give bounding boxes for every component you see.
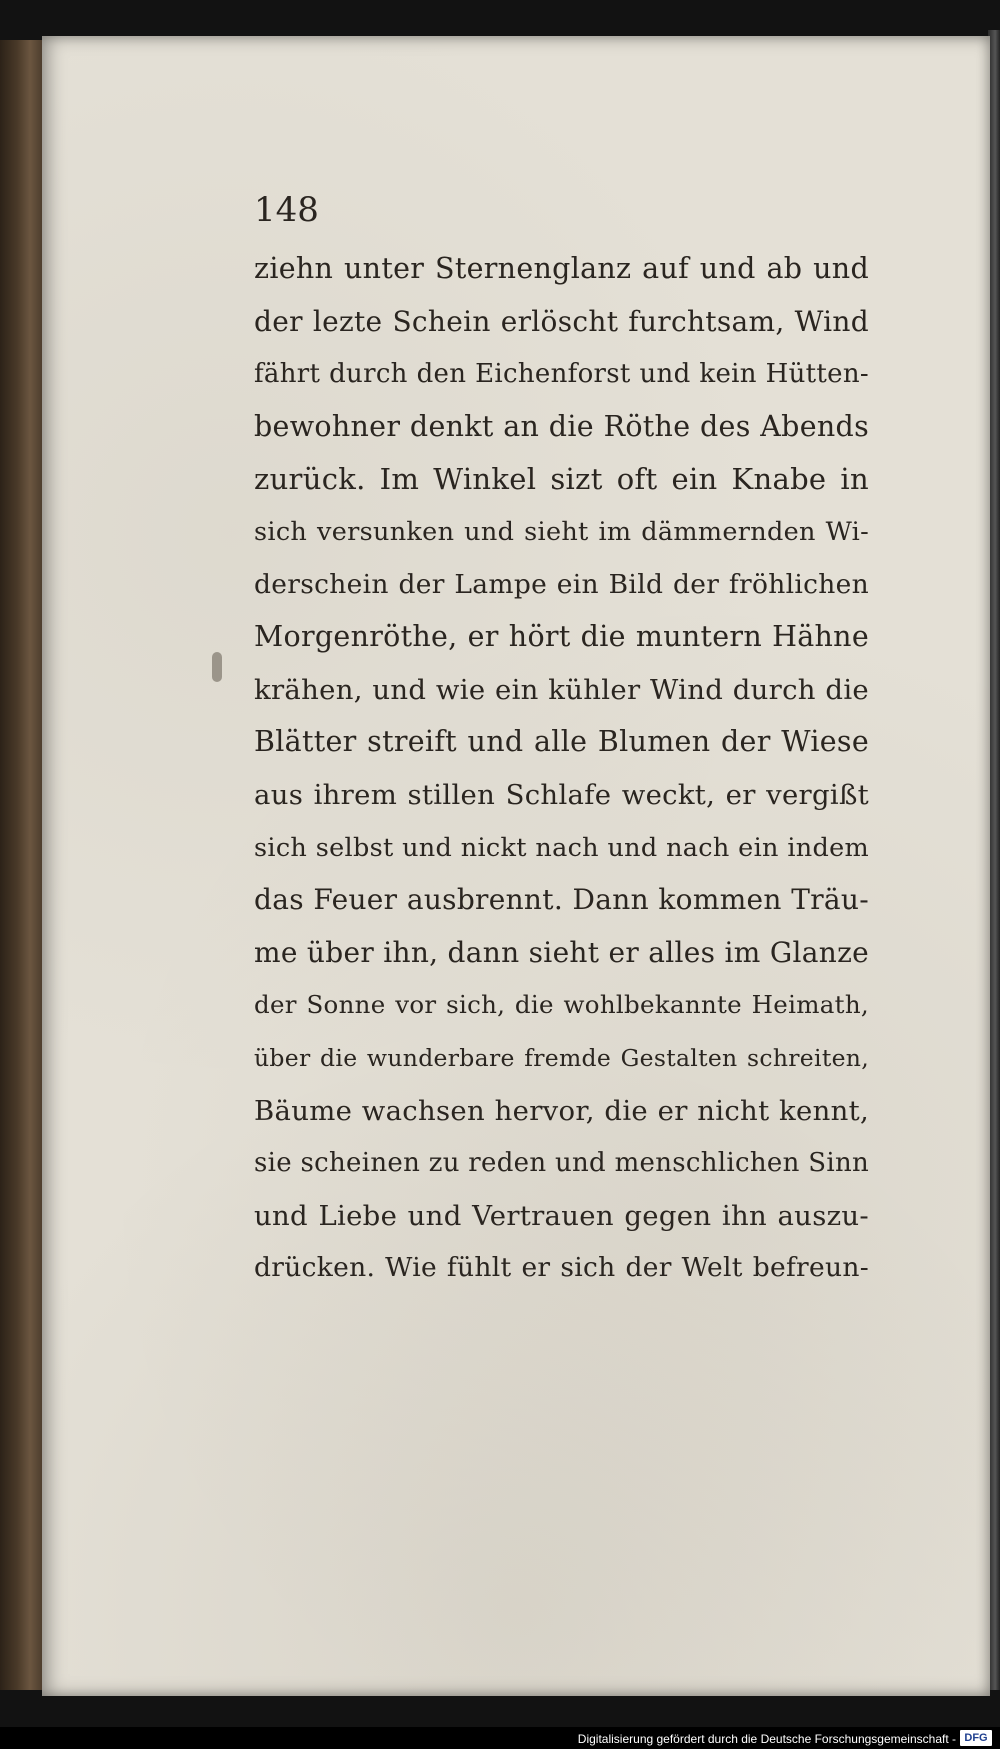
text-line: der lezte Schein erlöscht furchtsam, Wind [254, 304, 869, 338]
text-line: Blätter streift und alle Blumen der Wiese [254, 725, 869, 759]
text-line: ziehn unter Sternenglanz auf und ab und [254, 252, 869, 285]
text-line: aus ihrem stillen Schlafe weckt, er vergißt [254, 778, 869, 811]
page-number: 148 [254, 190, 319, 230]
text-line: der Sonne vor sich, die wohlbekannte Heimath, [254, 990, 869, 1020]
text-line: sich selbst und nickt nach und nach ein indem [254, 832, 869, 863]
text-line: derschein der Lampe ein Bild der fröhlichen [254, 568, 869, 600]
text-line: fährt durch den Eichenforst und kein Hütten- [254, 359, 869, 390]
text-line: das Feuer ausbrennt. Dann kommen Träu- [254, 883, 869, 917]
text-line: sie scheinen zu reden und menschlichen Sinn [254, 1148, 870, 1179]
text-line: krähen, und wie ein kühler Wind durch die [254, 673, 869, 706]
text-line: drücken. Wie fühlt er sich der Welt befreun- [254, 1252, 869, 1284]
text-line: bewohner denkt an die Röthe des Abends [254, 409, 869, 443]
footer-bar [0, 1727, 1000, 1749]
footer-credit-text: Digitalisierung gefördert durch die Deutsche Forschungsgemeinschaft - [577, 1732, 956, 1746]
text-line: me über ihn, dann sieht er alles im Glanze [254, 935, 869, 969]
text-line: Bäume wachsen hervor, die er nicht kennt, [254, 1094, 869, 1127]
dfg-logo-icon: DFG [960, 1730, 992, 1746]
text-line: über die wunderbare fremde Gestalten schreiten, [254, 1043, 869, 1072]
text-line: zurück. Im Winkel sizt oft ein Knabe in [254, 462, 869, 497]
text-block [254, 243, 869, 1295]
text-line: sich versunken und sieht im dämmernden Wi- [254, 516, 869, 547]
text-line: Morgenröthe, er hört die muntern Hähne [254, 620, 869, 654]
paper-stain [212, 652, 222, 682]
text-line: und Liebe und Vertrauen gegen ihn auszu- [254, 1199, 869, 1232]
